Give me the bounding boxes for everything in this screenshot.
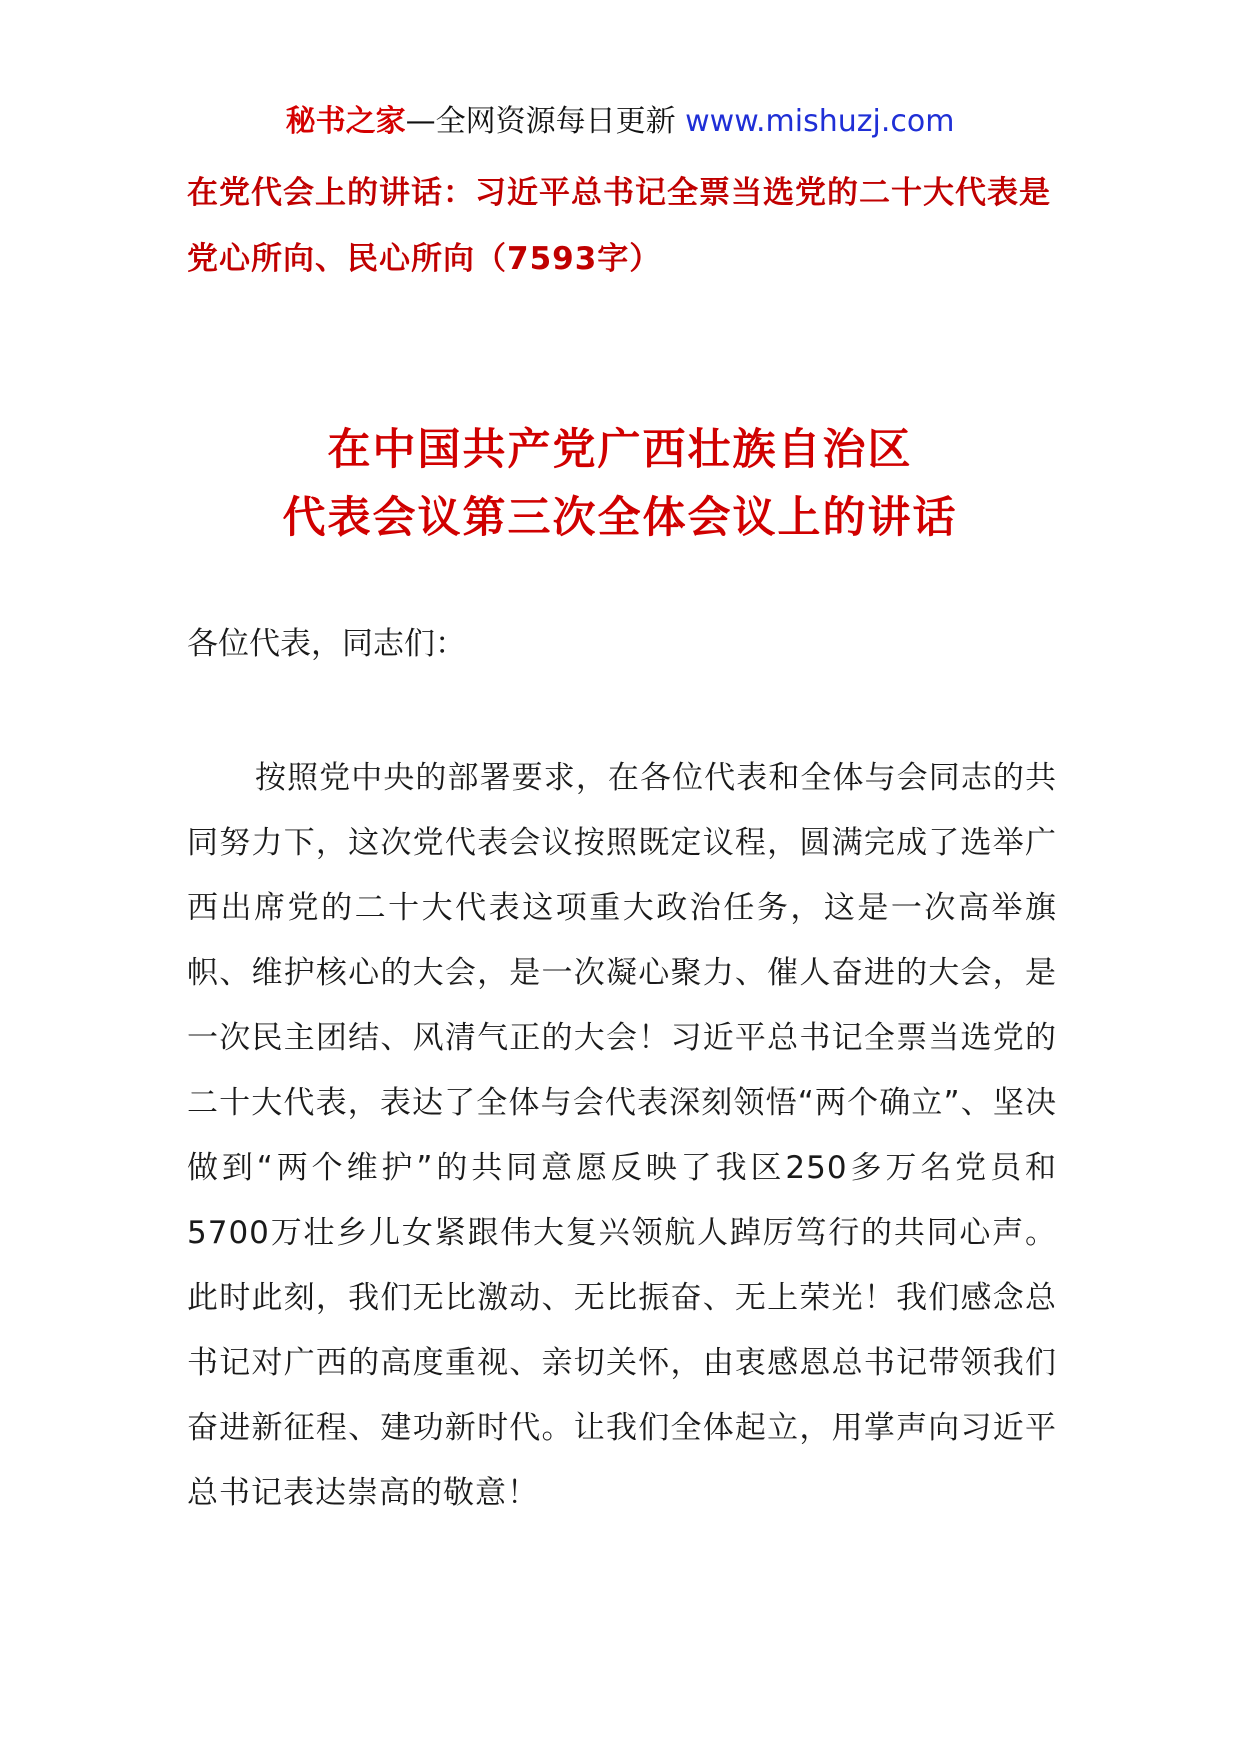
site-tagline: —全网资源每日更新	[405, 104, 686, 139]
site-header	[0, 98, 1240, 146]
speech-title-line-2: 代表会议第三次全体会议上的讲话	[282, 493, 958, 543]
document-subtitle: 在党代会上的讲话：习近平总书记全票当选党的二十大代表是党心所向、民心所向（7593字）	[187, 175, 1051, 277]
site-url-link[interactable]: www.mishuzj.com	[685, 104, 955, 139]
speech-title	[0, 416, 1240, 552]
site-name: 秘书之家	[285, 104, 406, 139]
salutation: 各位代表，同志们：	[187, 626, 466, 662]
speech-title-line-1: 在中国共产党广西壮族自治区	[327, 425, 913, 475]
body-paragraph: 按照党中央的部署要求，在各位代表和全体与会同志的共同努力下，这次党代表会议按照既定议程，圆满完成了选举广西出席党的二十大代表这项重大政治任务，这是一次高举旗帜、维护核心的大会，是一次凝心聚力、催人奋进的大会，是一次民主团结、风清气正的大会！习近平总书记全票当选党的二十大代表，表达了全体与会代表深刻领悟“两个确立”、坚决做到“两个维护”的共同意愿反映了我区250多万名党员和5700万壮乡儿女紧跟伟大复兴领航人踔厉笃行的共同心声。此时此刻，我们无比激动、无比振奋、无上荣光！我们感念总书记对广西的高度重视、亲切关怀，由衷感恩总书记带领我们奋进新征程、建功新时代。让我们全体起立，用掌声向习近平总书记表达崇高的敬意！	[187, 760, 1057, 1511]
